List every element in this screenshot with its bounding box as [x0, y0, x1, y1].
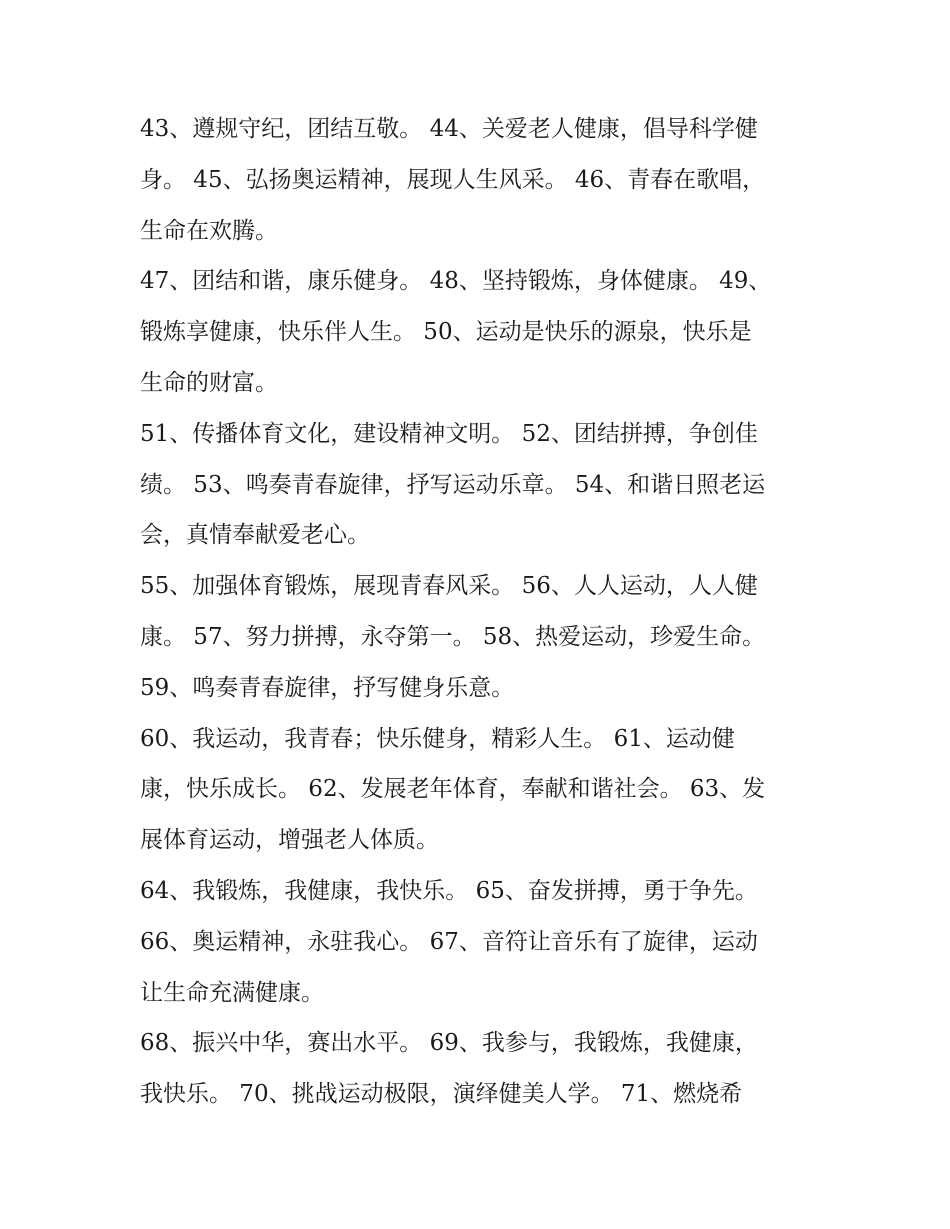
paragraph-51-54 [140, 409, 805, 561]
text-line: 康，快乐成长。 62、发展老年体育，奉献和谐社会。 63、发 [140, 776, 766, 803]
text-line: 59、鸣奏青春旋律，抒写健身乐意。 [140, 674, 515, 701]
text-line: 展体育运动，增强老人体质。 [140, 827, 439, 854]
text-line: 生命的财富。 [140, 369, 278, 396]
text-line: 锻炼享健康，快乐伴人生。 50、运动是快乐的源泉，快乐是 [140, 319, 752, 346]
text-line: 生命在欢腾。 [140, 217, 278, 244]
paragraph-60-63 [140, 714, 805, 866]
paragraph-64-67 [140, 866, 805, 1018]
text-line: 我快乐。 70、挑战运动极限，演绎健美人学。 71、燃烧希 [140, 1081, 743, 1108]
paragraph-47-50 [140, 256, 805, 408]
paragraph-43-46 [140, 104, 805, 256]
text-line: 60、我运动，我青春；快乐健身，精彩人生。 61、运动健 [140, 725, 735, 752]
text-line: 51、传播体育文化，建设精神文明。 52、团结拼搏，争创佳 [140, 420, 758, 447]
text-line: 47、团结和谐，康乐健身。 48、坚持锻炼，身体健康。 49、 [140, 268, 772, 295]
text-line: 让生命充满健康。 [140, 979, 324, 1006]
text-line: 43、遵规守纪，团结互敬。 44、关爱老人健康，倡导科学健 [140, 116, 758, 142]
text-line: 会，真情奉献爱老心。 [140, 522, 370, 549]
text-line: 55、加强体育锻炼，展现青春风采。 56、人人运动，人人健 [140, 573, 758, 600]
text-line: 康。 57、努力拼搏，永夺第一。 58、热爱运动，珍爱生命。 [140, 623, 766, 650]
text-line: 64、我锻炼，我健康，我快乐。 65、奋发拼搏，勇于争先。 [140, 877, 758, 904]
text-line: 绩。 53、鸣奏青春旋律，抒写运动乐章。 54、和谐日照老运 [140, 471, 766, 498]
text-line: 68、振兴中华，赛出水平。 69、我参与，我锻炼，我健康， [140, 1030, 758, 1057]
paragraph-68-71 [140, 1018, 805, 1120]
text-line: 66、奥运精神，永驻我心。 67、音符让音乐有了旋律，运动 [140, 928, 758, 955]
paragraph-55-59 [140, 561, 805, 713]
text-line: 身。 45、弘扬奥运精神，展现人生风采。 46、青春在歌唱， [140, 166, 766, 193]
document-body [140, 104, 805, 1120]
